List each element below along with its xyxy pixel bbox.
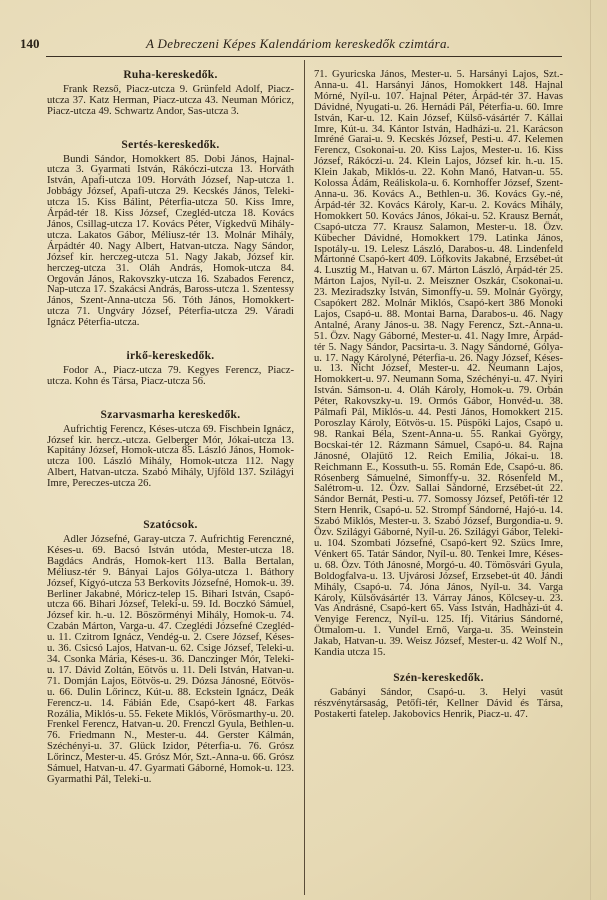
section-text-szatocsok: Adler Józsefné, Garay-utcza 7. Aufrichtig Ferenczné, Késes-u. 69. Bacsó István utóda, Mester-utcza 18. Bagdács András, Homok-kert 113. Balla Bertalan, Méliusz-tér 9. Bányai Lajos Gólya-utcza 1. Báthory József, Kígyó-utcza 53 Berkovits Józsefné, Homok-u. 39. Berliner Jakabné, Móricz-telep 15. Bihari István, Csapó-utcza 66. Bihari József, Teleki-u. 59. Id. Boczkó Sámuel, József kir. h.-u. 12. Böszörményi Mihály, Homok-u. 74. Czabán Márton, Varga-u. 47. Czeglédi Józsefné Czegléd-u. 11. Czitrom Ignácz, Vendég-u. 2. Csere József, Késes-u. 36. Csicsó Lajos, Hatvan-u. 62. Csige József, Teleki-u. 34. Csonka Mária, Késes-u. 36. Danczinger Mór, Teleki-u. 17. Dávid Zoltán, Eötvös u. 11. Deli István, Hatvan-u. 71. Domján Lajos, Eötvös-u. 29. Dózsa Jánosné, Eötvös-u. 66. Dulin Lőrincz, Kút-u. 88. Eckstein Ignácz, Deák Ferencz-u. 14. Fábián Ede, Csapó-kert 48. Farkas Rozália, Miklós-u. 55. Fekete Miklós, Vörösmarthy-u. 20. Frenkel Ferencz, Hatvan-u. 20. Frenczl Gyula, Bethlen-u. 76. Friedmann N., Mester-u. 44. Gerster Kálmán, Széchényi-u. 37. Glück Izidor, Péterfia-u. 76. Grósz Lőrincz, Mester-u. 45. Grósz Mór, Szt.-Anna-u. 66. Grósz Sámuel, Hatvan-u. 47. Gyarmati Gáborné, Homok-u. 123. Gyarmathi Pál, Teleki-u. [47,534,294,785]
right-column [314,70,563,721]
running-title: A Debreczeni Képes Kalendáriom kereskedők czimtára. [146,36,451,51]
column-divider [304,60,305,895]
section-heading-szen: Szén-kereskedők. [393,671,484,684]
left-column [47,70,294,786]
section-heading-ruha: Ruha-kereskedők. [123,69,218,81]
section-heading-szarvasmarha: Szarvasmarha kereskedők. [100,408,241,421]
page-number: 140 [20,36,40,51]
section-heading-sertes: Sertés-kereskedők. [121,138,220,151]
header-rule [46,56,562,57]
page-edge [590,0,591,900]
section-text-szarvasmarha: Aufrichtig Ferencz, Késes-utcza 69. Fischbein Ignácz, József kir. hercz.-utcza. Gelberger Mór, Jókai-utcza 13. Kapitány József, Homok-utcza 85. László János, Homok-utcza 100. László Mihály, Homok-utcza 112. Nagy Albert, Hatvan-utcza. Szabó Mihály, Ujföld 137. Szilágyi Imre, Pereczes-utcza 26. [47,423,294,490]
section-heading-szatocsok: Szatócsok. [143,519,198,532]
section-text-sertes: Bundi Sándor, Homokkert 85. Dobi János, Hajnal-utcza 3. Gyarmati István, Rákóczi-utcza 13. Horváth István, Apafi-utcza 109. Horváth József, Nap-utcza 1. Jobbágy József, Apafi-utcza 29. Kecskés János, Teleki-utcza 15. Kiss Bálint, Péterfia-utcza 50. Kiss Imre, Árpád-tér 18. Kiss József, Czegléd-utcza 18. Kovács János, Csillag-utcza 17. Kovács Péter, Vígkedvű Mihály-utcza. Lakatos Gábor, Méliusz-tér 13. Molnár Mihály, Árpádtér 40. Nagy Albert, Hatvan-utcza. Nagy Sándor, József kir. herczeg-utcza 51. Nagy Jakab, József kir. herczeg-utcza 31. Oláh András, Homok-utcza 84. Orgován János, Rakovszky-utcza 16. Szabados Ferencz, Nap-utcza 17. Szakácsi András, Baross-utcza 1. Szentessy János, Szent-Anna-utcza 56. Tóth János, Homokkert-utcza 71. Ungváry József, Péterfia-utcza 29. Váradi Ignácz Péterfia-utcza. [47,153,294,329]
section-text-szen: Gabányi Sándor, Csapó-u. 3. Helyi vasút részvénytársaság, Petőfi-tér, Kellner Dávid és Társa, Postakerti fatelep. Jakobovics Henrik, Piacz-u. 47. [314,686,563,720]
section-text-ruha: Frank Rezső, Piacz-utcza 9. Grünfeld Adolf, Piacz-utcza 37. Katz Herman, Piacz-utcza 43. Neuman Móricz, Piacz-utcza 49. Schwartz Andor, Sas-utcza 3. [47,83,294,117]
section-text-szatocsok-continued: 71. Gyuricska János, Mester-u. 5. Harsányi Lajos, Szt.-Anna-u. 41. Harsányi János, Homokkert 148. Hajnal Mórné, Nyíl-u. 107. Hajnal Péter, Árpád-tér 37. Havas Dávidné, Nyugati-u. 26. Hernádi Pál, Péterfia-u. 60. Imre István, Kar-u. 12. Kain József, Külső-vásártér 7. Kállai Imre, Kút-u. 34. Kántor István, Hadházi-u. 21. Karácson Imréné Garai-u. 9. Kecskés József, Pesti-u. 47. Kelemen Ferencz, Csokonai-u. 20. Kiss Lajos, Mester-u. 16. Kiss József, Rákóczi-u. 24. Klein Lajos, József kir. h.-u. 15. Klein Jakab, Miklós-u. 22. Kohn Manó, Hatvan-u. 55. Kolossa Ádám, Reáliskola-u. 6. Kornhoffer József, Szent-Anna-u. 36. Kovács A., Bethlen-u. 36. Kovács Gy.-né, Árpád-tér 32. Kovács Károly, Kar-u. 2. Kovács Mihály, Homokkert 50. Kovács János, Jókai-u. 52. Krausz Bernát, Csapó-utcza 77. Krausz Salamon, Mester-u. 18. Özv. Kübecher Dávidné, Homokkert 179. Latinka János, Ispotály-u. 19. Lelesz László, Darabos-u. 48. Lindenfeld Mártonné Csapó-kert 409. Löfkovits Jakabné, Erzsébet-út 4. Lusztig M., Hatvan u. 67. Márton László, Árpád-tér 25. Márton Lajos, Nyíl-u. 2. Meiszner Oszkár, Csokonai-u. 23. Meziradszky István, Simonffy-u. 59. Molnár György, Csapókert 282. Molnár Miklós, Csapó-kert 386 Monoki Lajos, Csapó-u. 88. Montai Barna, Darabos-u. 46. Nagy Antalné, Arany János-u. 38. Nagy Ferencz, Szt.-Anna-u. 51. Özv. Nagy Gáborné, Mester-u. 41. Nagy Imre, Árpád-tér 5. Nagy Sándor, Pacsirta-u. 3. Nagy Sándorné, Gólya-u. 17. Nagy Károlyné, Péterfia-u. 26. Nagy József, Késes-u. 13. Nicht József, Mester-u. 42. Neumann Lajos, Homokkert-u. 97. Neumann Soma, Széchényi-u. 47. Nyiri István. Sámson-u. 4. Oláh Károly, Homok-u. 79. Orbán Péter, Rakovszky-u. 19. Ormós Gábor, Honvéd-u. 38. Pálmafi Pál, Miklós-u. 44. Pesti János, Homokkert 215. Poroszlay Károly, Eötvös-u. 15. Püspöki Lajos, Csapó u. 98. Rankai Béla, Szent-Anna-u. 55. Rankai György, Bocskai-tér 12. Rázmann Sámuel, Csapó-u. 84. Rajna Jánosné, Olajütő 12. Reich Emilia, Jókai-u. 18. Reichmann E., Kossuth-u. 55. Román Ede, Csapó-u. 86. Rósenberg Sámuelné, Simonffy-u. 32. Rósenfeld M., Salétrom-u. 12. Özv. Sallai Sándorné, Erzsébet-út 22. Sándor Bernát, Pesti-u. 77. Somossy József, Petőfi-tér 12 Stern Henrik, Csapó-u. 52. Strompf Sándorné, Hajó-u. 14. Szabó Miklós, Mester-u. 3. Szabó József, Burgondia-u. 9. Özv. Szilágyi Gáborné, Nyíl-u. 26. Szilágyi Gábor, Teleki-u. 104. Szombati Józsefné, Csapó-kert 92. Szücs Imre, Vénkert 65. Tatár Sándor, Nyíl-u. 80. Tenkei Imre, Késes-u. 68. Özv. Tóth Jánosné, Morgó-u. 40. Tömösvári Gyula, Boldogfalva-u. 13. Ujvárosi József, Erzsebet-út 40. Jándi Mihály, Csapó-u. 74. Jóna János, Nyíl-u. 34. Varga Károly, Külsővásártér 13. Várray János, Kölcsey-u. 23. Vas Andrásné, Csapó-kert 65. Vass István, Hadházi-út 4. Venyige Ferencz, Nyíl-u. 125. Ifj. Vitárius Sándorné, Ötmalom-u. 1. Vundel Ernő, Varga-u. 35. Weinstein Jakab, Hatvan-u. 39. Weisz József, Mester-u. 42 Wolf N., Kandia utcza 15. [314,69,563,659]
section-heading-irko: irkő-kereskedők. [126,350,215,363]
section-text-irko: Fodor A., Piacz-utcza 79. Kegyes Ferencz, Piacz-utcza. Kohn és Társa, Piacz-utcza 56. [47,364,294,387]
